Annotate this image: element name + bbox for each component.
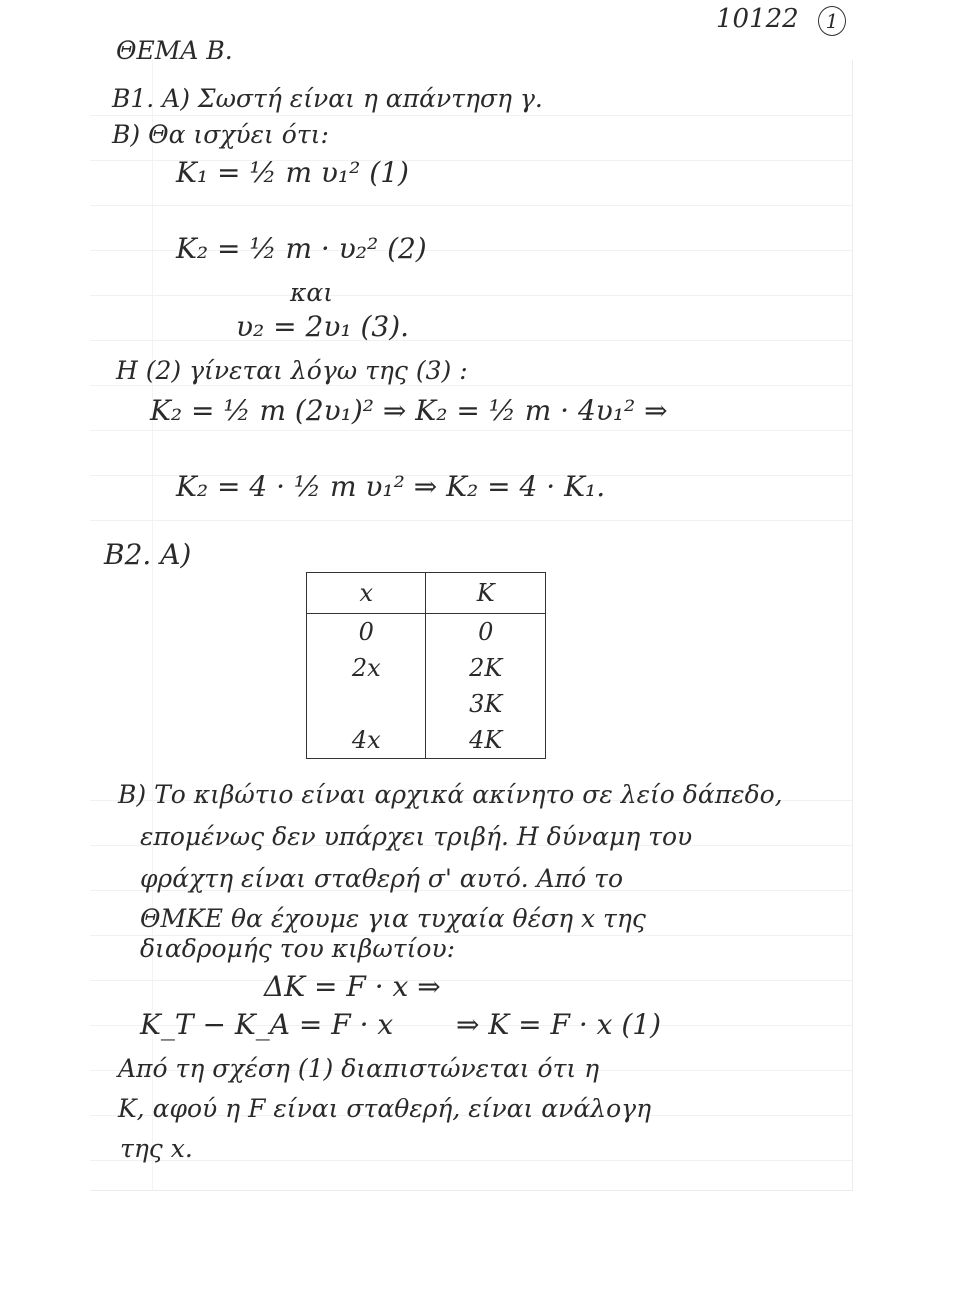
equation-kt-ka: K_T − K_A = F · x (140, 1008, 394, 1041)
table-cell: 2K (426, 650, 546, 686)
equation-v2: υ₂ = 2υ₁ (3). (236, 310, 410, 343)
table-cell: 4x (351, 726, 381, 754)
table-row (307, 614, 546, 651)
ruled-line (90, 430, 852, 431)
ruled-line (90, 205, 852, 206)
table-header-k: K (426, 573, 546, 614)
table-cell (307, 686, 426, 722)
table-cell: 0 (358, 618, 374, 646)
equation-k2: K₂ = ½ m · υ₂² (2) (176, 232, 427, 265)
ruled-line (90, 980, 852, 981)
table-cell: 2x (351, 654, 381, 682)
equation-delta-k: ΔK = F · x ⇒ (264, 970, 441, 1003)
ruled-line (90, 1160, 852, 1161)
equation-k-fx: ⇒ K = F · x (1) (456, 1008, 662, 1041)
conclusion-line: Από τη σχέση (1) διαπιστώνεται ότι η (118, 1054, 600, 1083)
page-title: ΘΕΜΑ Β. (116, 36, 233, 65)
table-cell: 0 (426, 614, 546, 651)
b1-b-intro: Β) Θα ισχύει ότι: (112, 120, 329, 149)
b2-b-line: ΘΜΚΕ θα έχουμε για τυχαία θέση x της (140, 904, 646, 933)
b2-b-line: επομένως δεν υπάρχει τριβή. Η δύναμη του (140, 822, 693, 851)
equation-k1: K₁ = ½ m υ₁² (1) (176, 156, 409, 189)
page-code: 10122 (716, 4, 799, 34)
derivation-line-1: K₂ = ½ m (2υ₁)² ⇒ K₂ = ½ m · 4υ₁² ⇒ (150, 394, 668, 427)
table-header-x: x (307, 573, 426, 614)
table-header-row (307, 573, 546, 614)
b2-b-line: φράχτη είναι σταθερή σ' αυτό. Από το (140, 864, 624, 893)
b2-a-label: Β2. Α) (104, 538, 192, 571)
substitution-text: Η (2) γίνεται λόγω της (3) : (116, 356, 468, 385)
ruled-line (90, 295, 852, 296)
table-row (307, 686, 546, 722)
b2-b-line: διαδρομής του κιβωτίου: (140, 934, 456, 963)
table-row (307, 722, 546, 759)
ruled-line (90, 340, 852, 341)
derivation-line-2: K₂ = 4 · ½ m υ₁² ⇒ K₂ = 4 · K₁. (176, 470, 606, 503)
table-cell: 3K (426, 686, 546, 722)
table-cell: 4K (426, 722, 546, 759)
b1-answer-a: Β1. Α) Σωστή είναι η απάντηση γ. (112, 84, 543, 113)
ruled-line (90, 115, 852, 116)
ruled-line (90, 520, 852, 521)
and-text: και (290, 278, 334, 307)
conclusion-line: K, αφού η F είναι σταθερή, είναι ανάλογη (118, 1094, 652, 1123)
x-k-table (306, 572, 546, 759)
table-row (307, 650, 546, 686)
b2-b-line: Β) Το κιβώτιο είναι αρχικά ακίνητο σε λείο δάπεδο, (118, 780, 783, 809)
page-number-badge: 1 (818, 6, 846, 36)
conclusion-line: της x. (120, 1134, 193, 1163)
